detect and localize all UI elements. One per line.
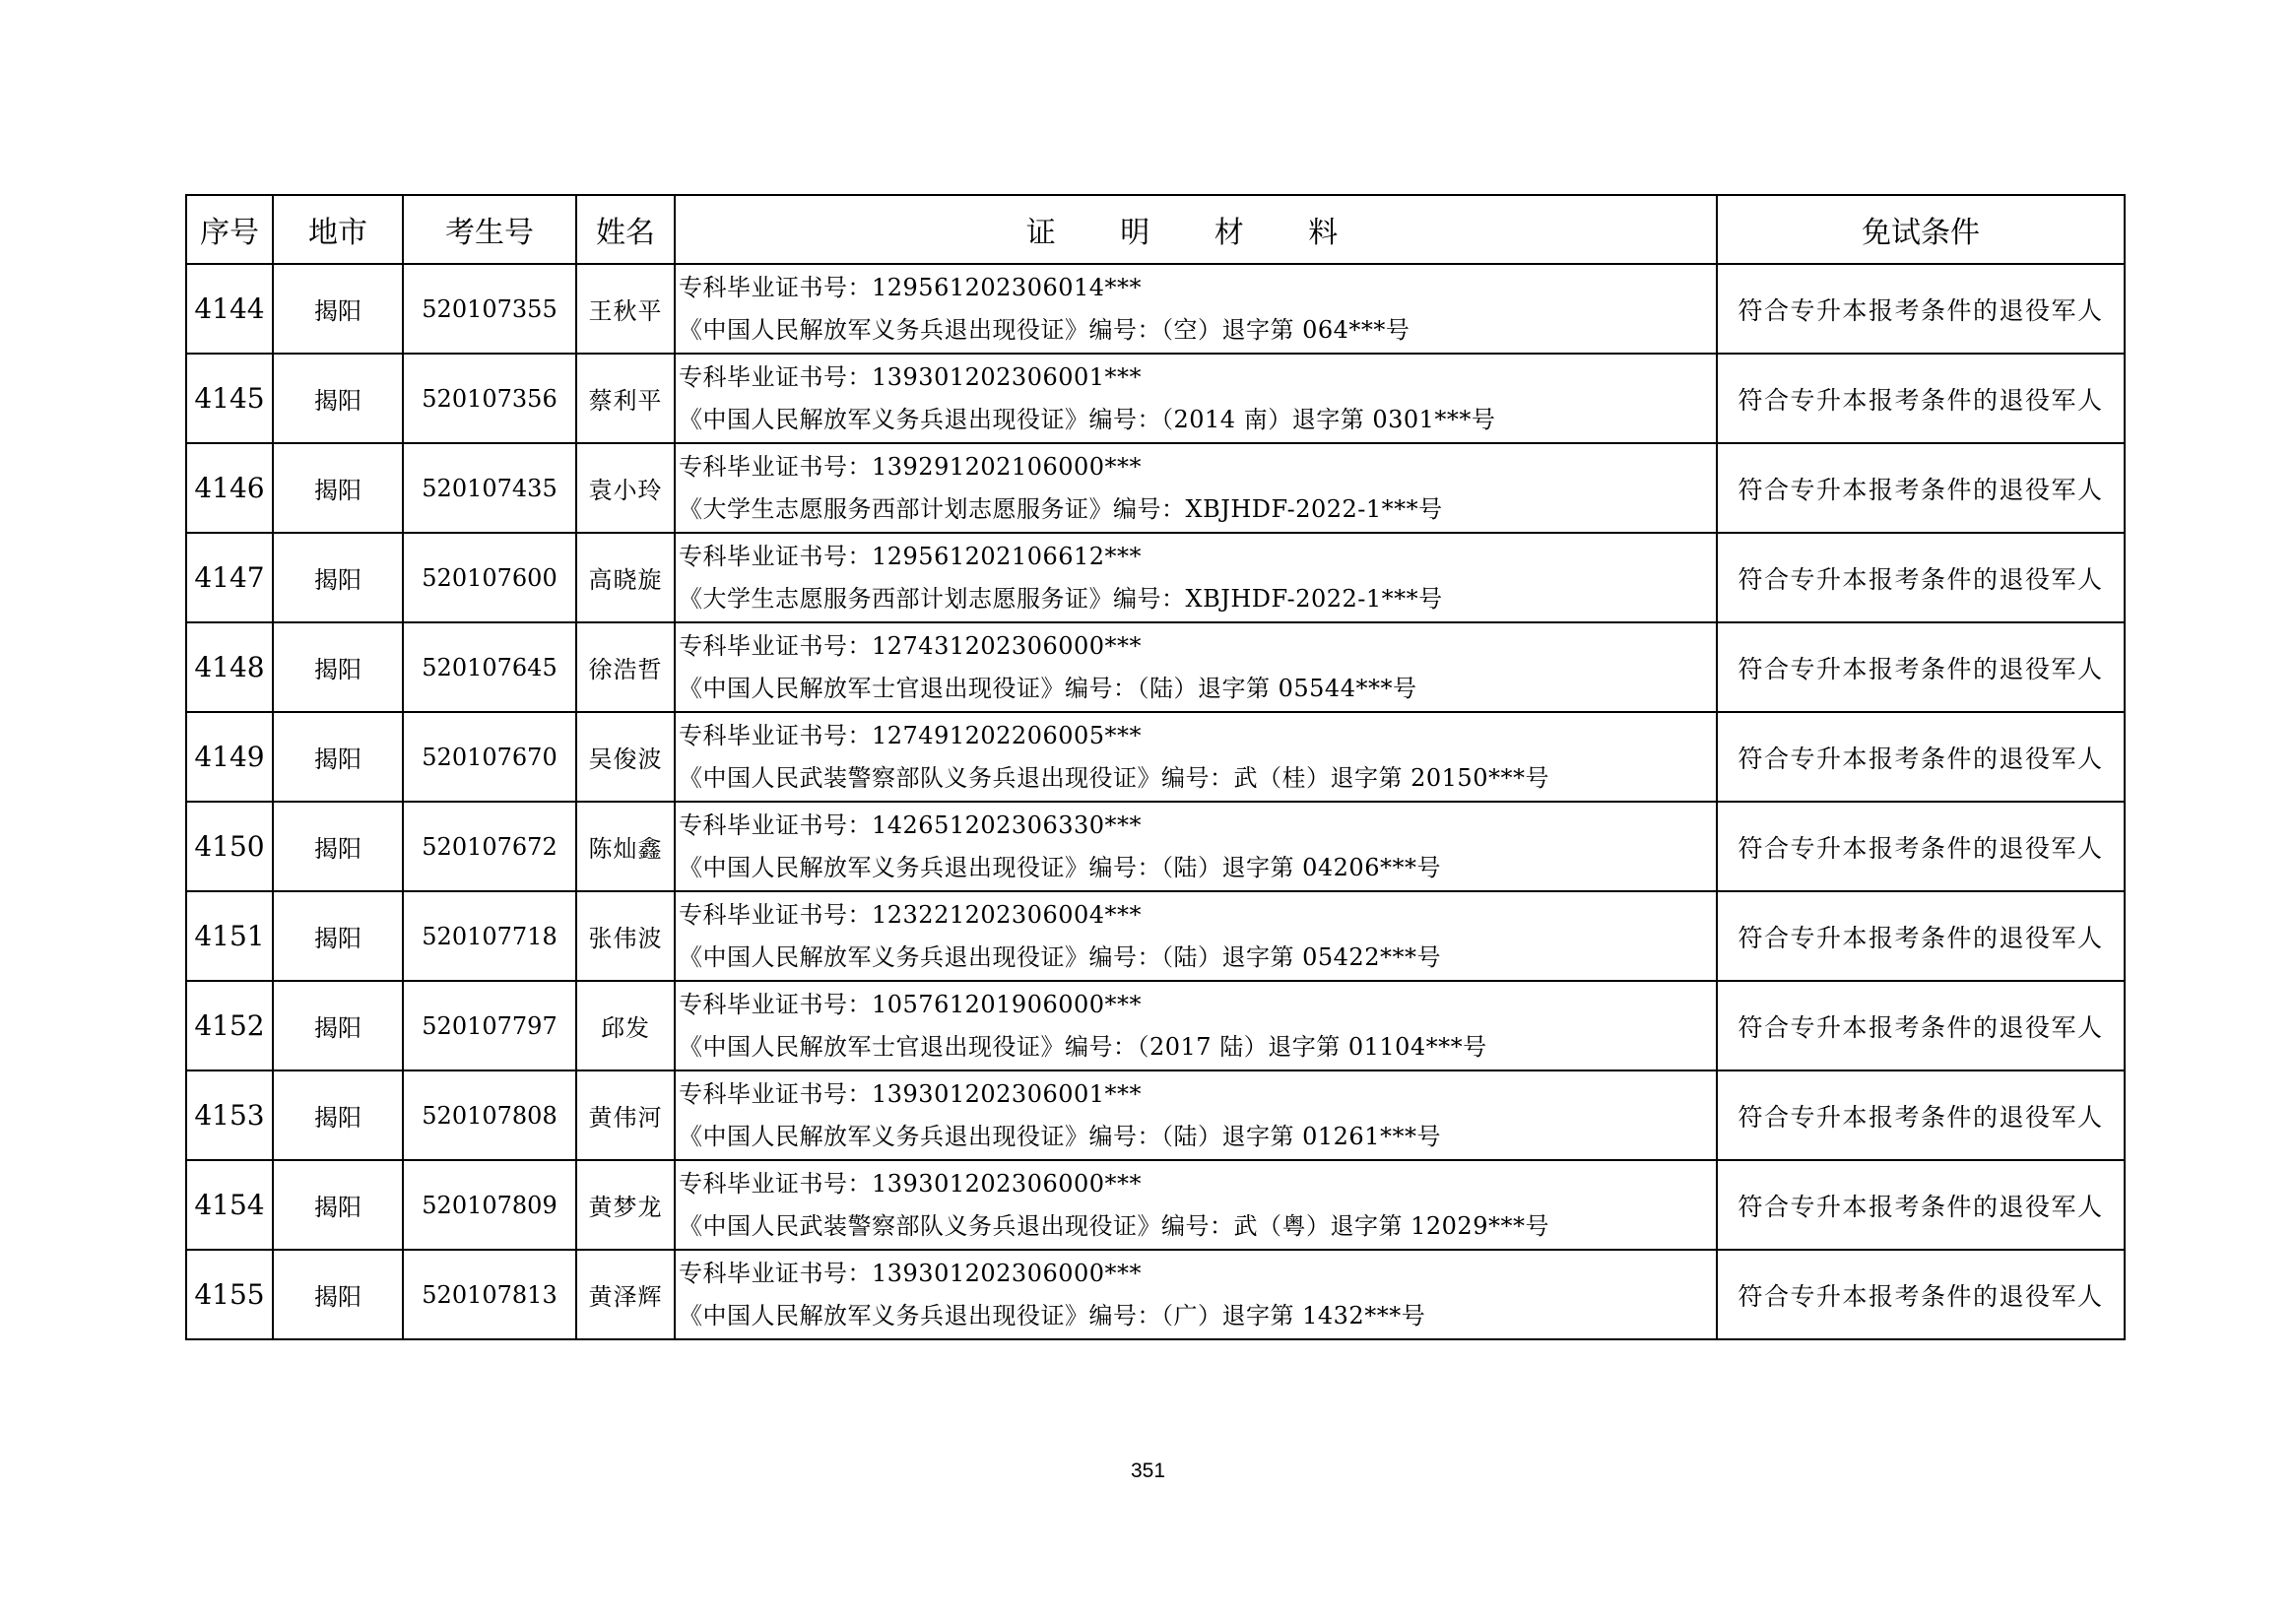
- cell-condition: 符合专升本报考条件的退役军人: [1717, 622, 2125, 712]
- table-row: [186, 802, 2125, 891]
- table-row: [186, 1250, 2125, 1339]
- cell-seq: 4154: [186, 1160, 273, 1250]
- cell-condition: 符合专升本报考条件的退役军人: [1717, 1160, 2125, 1250]
- cell-name: 袁小玲: [576, 443, 675, 533]
- cell-name: 高晓旋: [576, 533, 675, 622]
- table-row: [186, 1160, 2125, 1250]
- cell-seq: 4151: [186, 891, 273, 981]
- table-row: [186, 264, 2125, 354]
- proof-diploma-line: 专科毕业证书号：127491202206005***: [679, 721, 1143, 749]
- cell-condition: 符合专升本报考条件的退役军人: [1717, 1250, 2125, 1339]
- proof-diploma-line: 专科毕业证书号：129561202106612***: [679, 542, 1143, 570]
- cell-exam-no: 520107813: [403, 1250, 576, 1339]
- cell-proof: [675, 622, 1717, 712]
- table-row: [186, 622, 2125, 712]
- proof-certificate-line: 《中国人民解放军义务兵退出现役证》编号：（空）退字第 064***号: [679, 315, 1410, 344]
- table-row: [186, 354, 2125, 443]
- cell-condition: 符合专升本报考条件的退役军人: [1717, 712, 2125, 802]
- cell-name: 黄梦龙: [576, 1160, 675, 1250]
- cell-exam-no: 520107809: [403, 1160, 576, 1250]
- cell-exam-no: 520107600: [403, 533, 576, 622]
- cell-condition: 符合专升本报考条件的退役军人: [1717, 264, 2125, 354]
- cell-exam-no: 520107356: [403, 354, 576, 443]
- cell-city: 揭阳: [273, 802, 403, 891]
- cell-proof: [675, 443, 1717, 533]
- header-seq: 序号: [186, 195, 273, 264]
- header-proof: 证 明 材 料: [675, 195, 1717, 264]
- table-row: [186, 443, 2125, 533]
- table-body: [186, 264, 2125, 1339]
- proof-certificate-line: 《中国人民解放军义务兵退出现役证》编号：（陆）退字第 05422***号: [679, 942, 1441, 971]
- cell-city: 揭阳: [273, 1250, 403, 1339]
- proof-diploma-line: 专科毕业证书号：139291202106000***: [679, 452, 1143, 481]
- cell-city: 揭阳: [273, 622, 403, 712]
- cell-proof: [675, 1250, 1717, 1339]
- proof-certificate-line: 《大学生志愿服务西部计划志愿服务证》编号：XBJHDF-2022-1***号: [679, 584, 1443, 613]
- cell-proof: [675, 891, 1717, 981]
- proof-certificate-line: 《中国人民解放军士官退出现役证》编号：（2017 陆）退字第 01104***号: [679, 1032, 1487, 1061]
- cell-name: 吴俊波: [576, 712, 675, 802]
- cell-exam-no: 520107355: [403, 264, 576, 354]
- header-exam-no: 考生号: [403, 195, 576, 264]
- cell-city: 揭阳: [273, 533, 403, 622]
- proof-certificate-line: 《中国人民解放军义务兵退出现役证》编号：（广）退字第 1432***号: [679, 1301, 1426, 1329]
- table-row: [186, 981, 2125, 1070]
- cell-condition: 符合专升本报考条件的退役军人: [1717, 443, 2125, 533]
- table-row: [186, 712, 2125, 802]
- cell-exam-no: 520107435: [403, 443, 576, 533]
- header-name: 姓名: [576, 195, 675, 264]
- table-header-row: [186, 195, 2125, 264]
- cell-condition: 符合专升本报考条件的退役军人: [1717, 1070, 2125, 1160]
- cell-seq: 4150: [186, 802, 273, 891]
- cell-condition: 符合专升本报考条件的退役军人: [1717, 891, 2125, 981]
- proof-certificate-line: 《中国人民解放军士官退出现役证》编号：（陆）退字第 05544***号: [679, 674, 1417, 702]
- cell-seq: 4144: [186, 264, 273, 354]
- proof-certificate-line: 《中国人民解放军义务兵退出现役证》编号：（2014 南）退字第 0301***号: [679, 405, 1496, 433]
- cell-proof: [675, 981, 1717, 1070]
- veterans-exemption-table: [185, 194, 2126, 1340]
- cell-name: 蔡利平: [576, 354, 675, 443]
- proof-certificate-line: 《中国人民武装警察部队义务兵退出现役证》编号：武（粤）退字第 12029***号: [679, 1211, 1549, 1240]
- cell-city: 揭阳: [273, 354, 403, 443]
- cell-city: 揭阳: [273, 891, 403, 981]
- cell-name: 邱发: [576, 981, 675, 1070]
- veterans-exemption-table-wrapper: [185, 194, 2126, 1340]
- proof-diploma-line: 专科毕业证书号：127431202306000***: [679, 631, 1143, 660]
- cell-proof: [675, 1070, 1717, 1160]
- proof-certificate-line: 《中国人民武装警察部队义务兵退出现役证》编号：武（桂）退字第 20150***号: [679, 763, 1549, 792]
- cell-condition: 符合专升本报考条件的退役军人: [1717, 802, 2125, 891]
- cell-proof: [675, 1160, 1717, 1250]
- table-row: [186, 1070, 2125, 1160]
- proof-diploma-line: 专科毕业证书号：142651202306330***: [679, 810, 1143, 839]
- cell-condition: 符合专升本报考条件的退役军人: [1717, 533, 2125, 622]
- cell-city: 揭阳: [273, 1160, 403, 1250]
- table-row: [186, 533, 2125, 622]
- cell-city: 揭阳: [273, 712, 403, 802]
- cell-exam-no: 520107718: [403, 891, 576, 981]
- cell-seq: 4145: [186, 354, 273, 443]
- cell-exam-no: 520107670: [403, 712, 576, 802]
- cell-seq: 4148: [186, 622, 273, 712]
- proof-certificate-line: 《大学生志愿服务西部计划志愿服务证》编号：XBJHDF-2022-1***号: [679, 494, 1443, 523]
- cell-city: 揭阳: [273, 1070, 403, 1160]
- cell-name: 张伟波: [576, 891, 675, 981]
- proof-diploma-line: 专科毕业证书号：139301202306001***: [679, 362, 1143, 391]
- proof-diploma-line: 专科毕业证书号：139301202306001***: [679, 1079, 1143, 1108]
- cell-seq: 4152: [186, 981, 273, 1070]
- proof-certificate-line: 《中国人民解放军义务兵退出现役证》编号：（陆）退字第 01261***号: [679, 1122, 1441, 1150]
- cell-exam-no: 520107672: [403, 802, 576, 891]
- cell-seq: 4147: [186, 533, 273, 622]
- header-city: 地市: [273, 195, 403, 264]
- cell-proof: [675, 264, 1717, 354]
- cell-city: 揭阳: [273, 443, 403, 533]
- cell-seq: 4149: [186, 712, 273, 802]
- cell-exam-no: 520107645: [403, 622, 576, 712]
- cell-exam-no: 520107797: [403, 981, 576, 1070]
- cell-proof: [675, 712, 1717, 802]
- proof-diploma-line: 专科毕业证书号：105761201906000***: [679, 990, 1143, 1018]
- cell-name: 黄伟河: [576, 1070, 675, 1160]
- cell-name: 徐浩哲: [576, 622, 675, 712]
- cell-seq: 4155: [186, 1250, 273, 1339]
- table-row: [186, 891, 2125, 981]
- cell-condition: 符合专升本报考条件的退役军人: [1717, 354, 2125, 443]
- cell-name: 陈灿鑫: [576, 802, 675, 891]
- cell-name: 王秋平: [576, 264, 675, 354]
- header-condition: 免试条件: [1717, 195, 2125, 264]
- proof-diploma-line: 专科毕业证书号：139301202306000***: [679, 1169, 1143, 1198]
- proof-certificate-line: 《中国人民解放军义务兵退出现役证》编号：（陆）退字第 04206***号: [679, 853, 1441, 881]
- cell-exam-no: 520107808: [403, 1070, 576, 1160]
- cell-seq: 4146: [186, 443, 273, 533]
- cell-name: 黄泽辉: [576, 1250, 675, 1339]
- cell-proof: [675, 802, 1717, 891]
- cell-city: 揭阳: [273, 264, 403, 354]
- cell-proof: [675, 533, 1717, 622]
- page-number: 351: [1130, 1459, 1166, 1482]
- cell-proof: [675, 354, 1717, 443]
- proof-diploma-line: 专科毕业证书号：129561202306014***: [679, 273, 1143, 301]
- proof-diploma-line: 专科毕业证书号：139301202306000***: [679, 1259, 1143, 1287]
- cell-city: 揭阳: [273, 981, 403, 1070]
- proof-diploma-line: 专科毕业证书号：123221202306004***: [679, 900, 1143, 929]
- cell-condition: 符合专升本报考条件的退役军人: [1717, 981, 2125, 1070]
- cell-seq: 4153: [186, 1070, 273, 1160]
